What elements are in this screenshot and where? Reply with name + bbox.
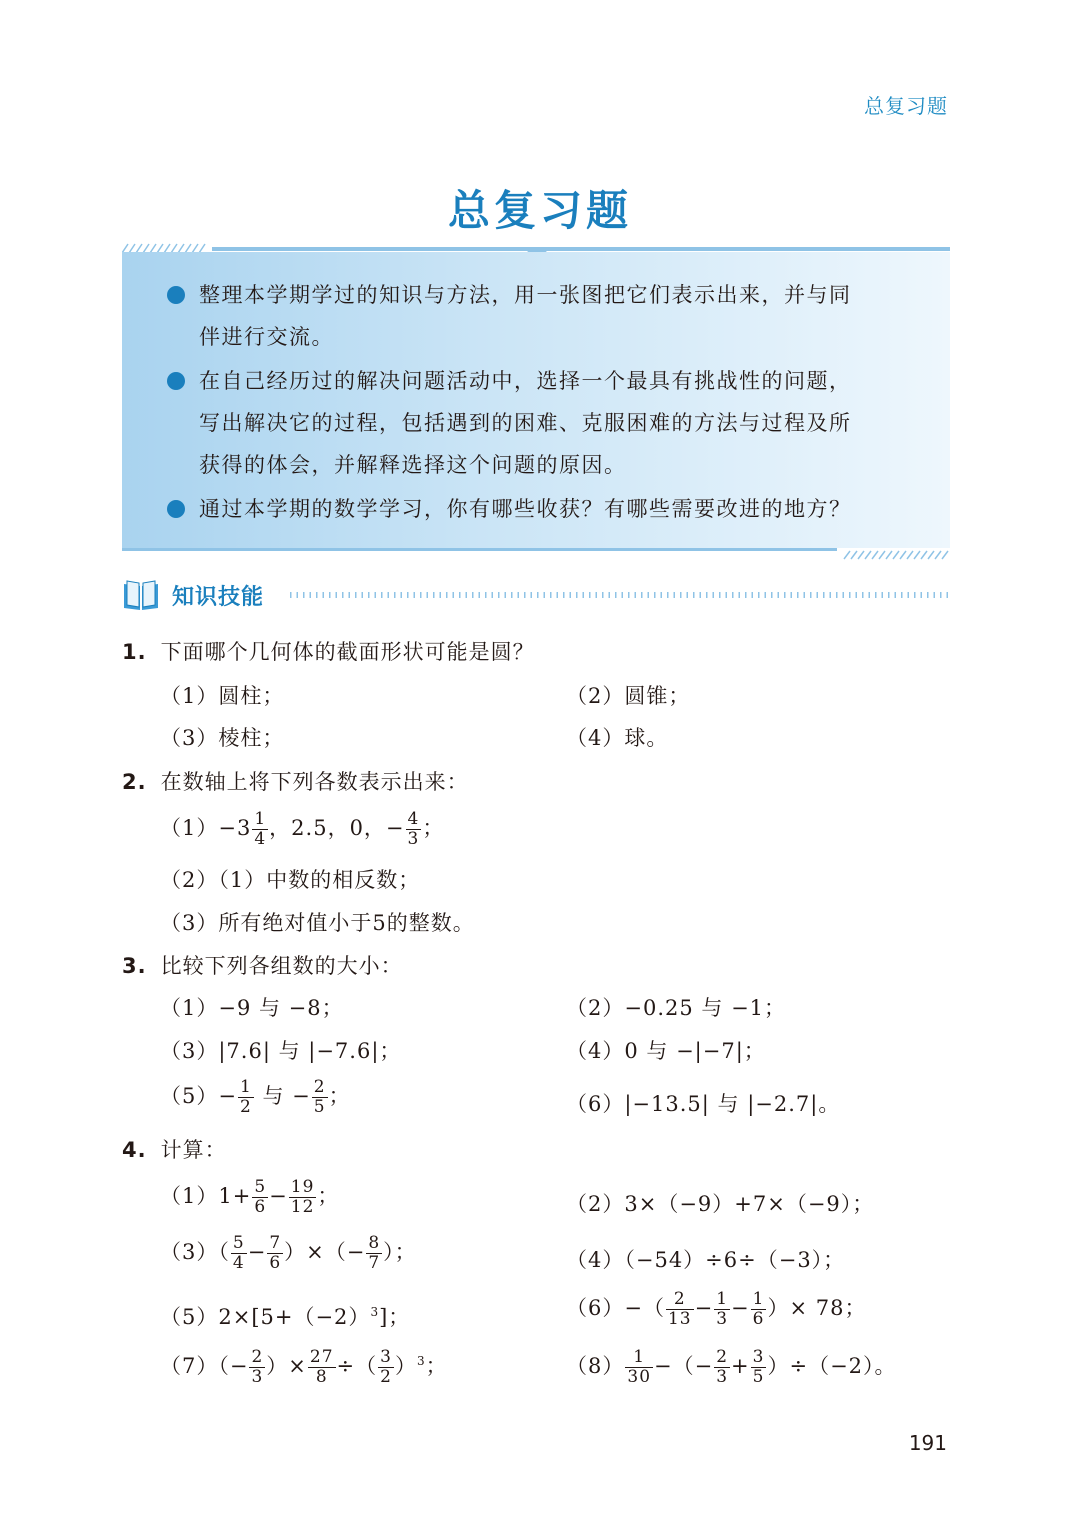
denominator: 13 [667,1309,692,1329]
review-text-line: 在自己经历过的解决问题活动中，选择一个最具有挑战性的问题， [199,369,852,393]
question-text: 计算： [160,1138,227,1162]
option [160,1234,417,1273]
option: （2）（1）中数的相反数； [160,868,421,892]
math-text: ，2.5，0，− [269,816,405,840]
review-text-line: 通过本学期的数学学习，你有哪些收获？有哪些需要改进的地方？ [199,497,852,521]
numerator: 2 [716,1347,729,1367]
option: （4）球。 [566,726,669,750]
option [160,1348,448,1387]
fraction [249,1348,265,1387]
option: （2）圆锥； [566,684,691,708]
fraction [406,810,422,849]
option: （3）|7.6| 与 |−7.6|； [160,1039,402,1063]
option: （6）|−13.5| 与 |−2.7|。 [566,1092,841,1116]
numerator: 1 [239,1077,252,1097]
math-text: ； [317,1184,340,1208]
page-number: 191 [908,1431,947,1455]
option [566,1290,866,1329]
numerator: 5 [254,1177,267,1197]
math-text: （6）−（ [566,1296,665,1320]
numerator: 2 [313,1077,326,1097]
exponent: 3 [416,1354,426,1368]
fraction [751,1290,767,1329]
numerator: 3 [752,1347,765,1367]
question-4 [122,1134,227,1164]
question-text: 下面哪个几何体的截面形状可能是圆？ [160,640,535,664]
math-text: ； [328,1084,351,1108]
option: （3）所有绝对值小于5的整数。 [160,911,475,935]
bullet-dot [167,372,185,390]
numerator: 2 [666,1290,694,1310]
math-text: 与 − [254,1084,311,1108]
review-text-line: 获得的体会，并解释选择这个问题的原因。 [199,453,627,477]
page-title: 总复习题 [447,186,632,235]
section-divider [290,590,950,600]
denominator: 6 [269,1253,282,1273]
numerator: 4 [407,809,420,829]
denominator: 2 [380,1367,392,1387]
option: （2）−0.25 与 −1； [566,996,787,1020]
math-text: （8） [566,1354,625,1378]
math-text: ）× [266,1354,307,1378]
fraction [289,1178,317,1217]
option: （4）0 与 −|−7|； [566,1039,766,1063]
numerator: 1 [752,1289,765,1309]
numerator: 1 [716,1289,729,1309]
option [160,810,444,849]
fraction [252,1178,268,1217]
denominator: 6 [254,1197,267,1217]
question-number: 4. [122,1138,147,1162]
numerator: 8 [368,1233,381,1253]
question-text: 比较下列各组数的大小： [160,954,403,978]
fraction [308,1348,336,1387]
math-text: ）； [383,1240,417,1264]
review-box [122,252,950,548]
denominator: 3 [716,1309,729,1329]
section-header [122,576,950,616]
option: （1）−9 与 −8； [160,996,344,1020]
math-text: （5）2×[5+（−2） [160,1305,371,1329]
denominator: 3 [716,1367,729,1387]
question-3 [122,950,403,980]
numerator: 7 [269,1233,282,1253]
math-text: （7）（− [160,1354,249,1378]
math-text: ； [422,816,445,840]
math-text: − [269,1184,288,1208]
math-text: ÷（ [336,1354,378,1378]
fraction [666,1290,694,1329]
denominator: 4 [232,1253,245,1273]
math-text: （5）− [160,1084,237,1108]
numerator: 2 [251,1347,264,1367]
denominator: 2 [239,1097,252,1117]
numerator: 1 [254,809,267,829]
math-text: −（− [654,1354,714,1378]
math-text: ）÷（−2）。 [767,1354,897,1378]
fraction [366,1234,382,1273]
option [566,1348,897,1387]
denominator: 6 [752,1309,765,1329]
denominator: 5 [752,1367,765,1387]
box-divider [122,548,950,560]
running-head: 总复习题 [864,94,948,118]
numerator: 5 [232,1233,245,1253]
math-text: − [731,1296,750,1320]
question-number: 1. [122,640,147,664]
numerator: 3 [380,1347,392,1367]
question-text: 在数轴上将下列各数表示出来： [160,770,469,794]
fraction [714,1348,730,1387]
math-text: ）×（− [284,1240,366,1264]
question-2 [122,766,469,796]
denominator: 7 [368,1253,381,1273]
denominator: 5 [313,1097,326,1117]
option: （1）圆柱； [160,684,285,708]
denominator: 3 [407,829,420,849]
math-text: ）× 78； [767,1296,867,1320]
open-book-icon [122,578,160,612]
option [160,1178,339,1217]
question-number: 3. [122,954,147,978]
exponent: 3 [370,1305,380,1319]
denominator: 3 [251,1367,264,1387]
math-text: （1）1+ [160,1184,252,1208]
math-text: + [731,1354,750,1378]
option: （2）3×（−9）+7×（−9）； [566,1192,875,1216]
fraction [714,1290,730,1329]
fraction [312,1078,328,1117]
fraction [267,1234,283,1273]
numerator: 1 [625,1348,653,1368]
bullet-dot [167,500,185,518]
option: （3）棱柱； [160,726,285,750]
review-text-line: 写出解决它的过程，包括遇到的困难、克服困难的方法与过程及所 [199,411,852,435]
question-1 [122,636,535,666]
numerator: 19 [290,1177,315,1197]
fraction [252,810,268,849]
fraction [378,1348,394,1387]
fraction [238,1078,254,1117]
math-text: − [694,1296,714,1320]
option [160,1301,410,1331]
numerator: 27 [309,1347,334,1367]
option [160,1078,351,1117]
review-text-line: 整理本学期学过的知识与方法，用一张图把它们表示出来，并与同 [199,283,852,307]
bullet-dot [167,286,185,304]
denominator: 30 [627,1367,652,1387]
math-text: （3）（ [160,1240,230,1264]
denominator: 4 [254,829,267,849]
option: （4）（−54）÷6÷（−3）； [566,1248,846,1272]
denominator: 12 [290,1197,315,1217]
fraction [231,1234,247,1273]
section-title: 知识技能 [172,585,265,610]
math-text: − [247,1240,267,1264]
math-text: ]； [379,1305,411,1329]
question-number: 2. [122,770,147,794]
review-text-line: 伴进行交流。 [199,325,334,349]
fraction [751,1348,767,1387]
math-text: ； [425,1354,448,1378]
option-label: （1） [160,816,219,840]
math-text: ） [394,1354,417,1378]
fraction [625,1348,653,1387]
denominator: 8 [315,1367,328,1387]
math-text: −3 [218,816,252,840]
